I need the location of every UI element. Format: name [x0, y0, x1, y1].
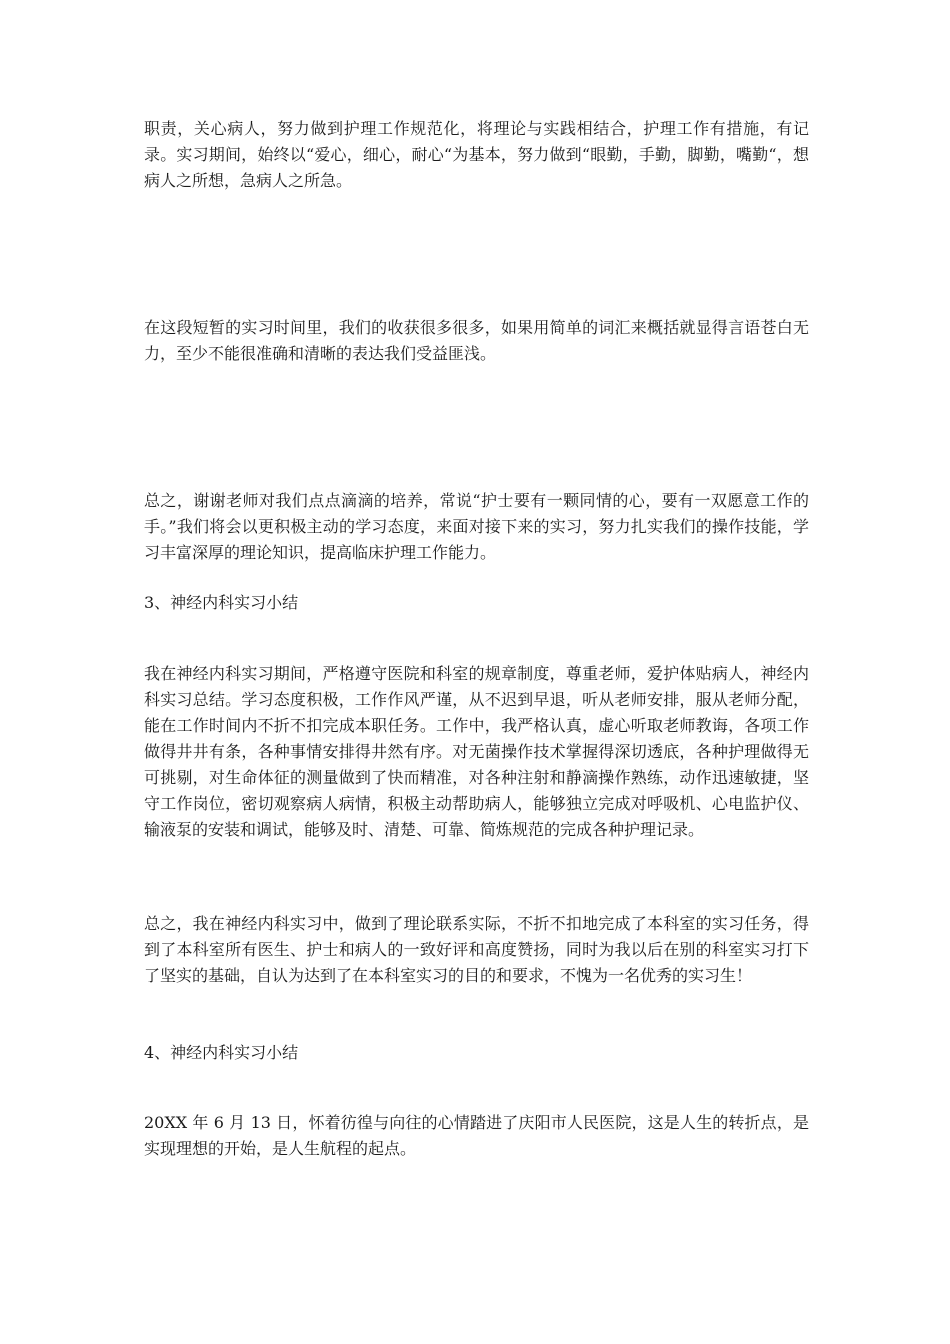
paragraph-start-date: 20XX 年 6 月 13 日，怀着彷徨与向往的心情踏进了庆阳市人民医院，这是人生的转折点，是实现理想的开始，是人生航程的起点。: [144, 1113, 809, 1158]
section-heading-4: 4、神经内科实习小结: [144, 1043, 299, 1062]
paragraph-neurology-internship: 我在神经内科实习期间，严格遵守医院和科室的规章制度，尊重老师，爱护体贴病人，神经内科实习总结。学习态度积极，工作作风严谨，从不迟到早退，听从老师安排，服从老师分配，能在工作时间内不折不扣完成本职任务。工作中，我严格认真，虚心听取老师教诲，各项工作做得井井有条，各种事情安排得井然有序。对无菌操作技术掌握得深切透底，各种护理做得无可挑剔，对生命体征的测量做到了快而精准，对各种注射和静滴操作熟练，动作迅速敏捷，坚守工作岗位，密切观察病人病情，积极主动帮助病人，能够独立完成对呼吸机、心电监护仪、输液泵的安装和调试，能够及时、清楚、可靠、简炼规范的完成各种护理记录。: [144, 664, 809, 839]
paragraph-gains: 在这段短暂的实习时间里，我们的收获很多很多，如果用简单的词汇来概括就显得言语苍白无力，至少不能很准确和清晰的表达我们受益匪浅。: [144, 318, 809, 363]
section-heading-3: 3、神经内科实习小结: [144, 593, 299, 612]
paragraph-neurology-summary: 总之，我在神经内科实习中，做到了理论联系实际，不折不扣地完成了本科室的实习任务，得到了本科室所有医生、护士和病人的一致好评和高度赞扬，同时为我以后在别的科室实习打下了坚实的基础，自认为达到了在本科室实习的目的和要求，不愧为一名优秀的实习生！: [144, 914, 809, 985]
paragraph-duties: 职责，关心病人，努力做到护理工作规范化，将理论与实践相结合，护理工作有措施，有记录。实习期间，始终以“爱心，细心，耐心“为基本，努力做到“眼勤，手勤，脚勤，嘴勤“，想病人之所想，急病人之所急。: [144, 119, 809, 190]
paragraph-thanks: 总之，谢谢老师对我们点点滴滴的培养，常说“护士要有一颗同情的心，要有一双愿意工作的手。”我们将会以更积极主动的学习态度，来面对接下来的实习，努力扎实我们的操作技能，学习丰富深厚的理论知识，提高临床护理工作能力。: [144, 491, 809, 562]
